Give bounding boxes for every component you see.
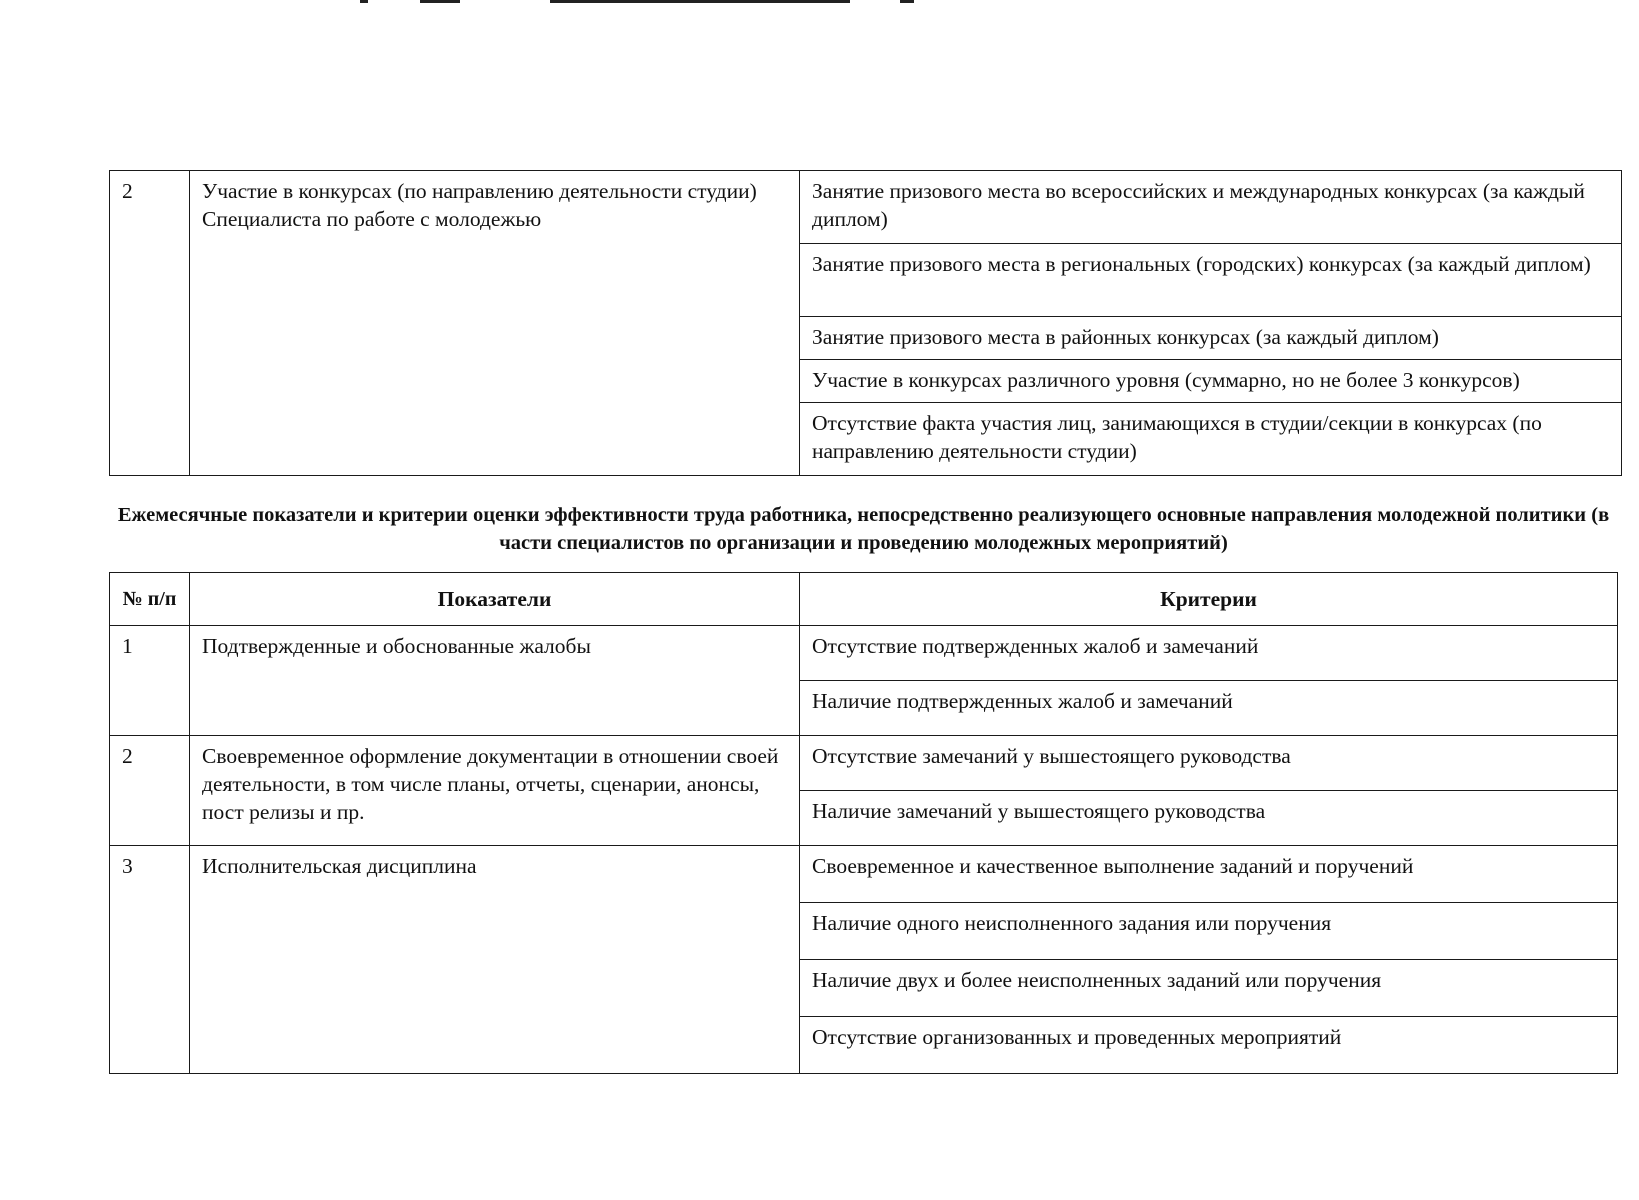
table-row	[110, 736, 1618, 791]
criterion-cell: Занятие призового места во всероссийских и международных конкурсах (за каждый диплом)	[800, 171, 1622, 244]
row-number: 1	[110, 626, 190, 736]
contest-participation-table	[109, 170, 1622, 476]
monthly-indicators-table	[109, 572, 1618, 1074]
table-row	[110, 846, 1618, 903]
criterion-cell: Отсутствие подтвержденных жалоб и замечаний	[800, 626, 1618, 681]
indicator-cell: Исполнительская дисциплина	[190, 846, 800, 1074]
criterion-cell: Наличие замечаний у вышестоящего руководства	[800, 791, 1618, 846]
criterion-cell: Наличие двух и более неисполненных заданий или поручения	[800, 960, 1618, 1017]
column-header-number: № п/п	[110, 573, 190, 626]
indicator-cell: Подтвержденные и обоснованные жалобы	[190, 626, 800, 736]
indicator-cell: Своевременное оформление документации в отношении своей деятельности, в том числе планы, отчеты, сценарии, анонсы, пост релизы и пр.	[190, 736, 800, 846]
criterion-cell: Отсутствие организованных и проведенных мероприятий	[800, 1017, 1618, 1074]
column-header-criteria: Критерии	[800, 573, 1618, 626]
row-number: 3	[110, 846, 190, 1074]
criterion-cell: Наличие подтвержденных жалоб и замечаний	[800, 681, 1618, 736]
criterion-cell: Наличие одного неисполненного задания или поручения	[800, 903, 1618, 960]
indicator-cell: Участие в конкурсах (по направлению деятельности студии) Специалиста по работе с молодежью	[190, 171, 800, 476]
criterion-cell: Своевременное и качественное выполнение заданий и поручений	[800, 846, 1618, 903]
criterion-cell: Занятие призового места в региональных (городских) конкурсах (за каждый диплом)	[800, 244, 1622, 317]
table-row	[110, 171, 1622, 244]
page-top-edge-artifact	[360, 0, 960, 4]
column-header-indicators: Показатели	[190, 573, 800, 626]
table-row	[110, 626, 1618, 681]
row-number: 2	[110, 171, 190, 476]
criterion-cell: Занятие призового места в районных конкурсах (за каждый диплом)	[800, 317, 1622, 360]
section-heading: Ежемесячные показатели и критерии оценки эффективности труда работника, непосредственно реализующего основные направления молодежной политики (в части специалистов по организации и проведению молодежных мероприятий)	[117, 504, 1610, 554]
table-header-row	[110, 573, 1618, 626]
criterion-cell: Отсутствие замечаний у вышестоящего руководства	[800, 736, 1618, 791]
criterion-cell: Отсутствие факта участия лиц, занимающихся в студии/секции в конкурсах (по направлению деятельности студии)	[800, 403, 1622, 476]
criterion-cell: Участие в конкурсах различного уровня (суммарно, но не более 3 конкурсов)	[800, 360, 1622, 403]
row-number: 2	[110, 736, 190, 846]
